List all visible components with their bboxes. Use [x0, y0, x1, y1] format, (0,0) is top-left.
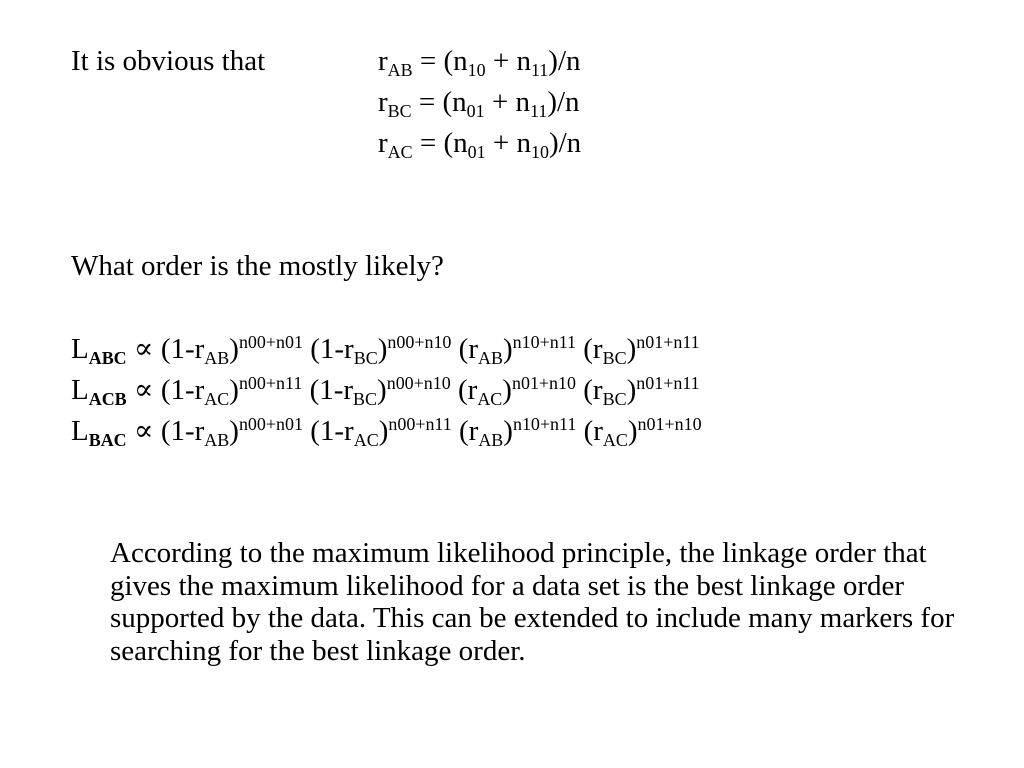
question-heading: What order is the mostly likely?	[71, 250, 444, 282]
likelihood-bac: $L_{BAC} \propto (1-r_{AB})^{n00+n01}$ $(1-r_{AC})^{n00+n11}$ $(r_{AB})^{n10+n11}$ $(r_{AC})^{n01+n10}$	[71, 414, 702, 450]
likelihood-acb: $L_{ACB} \propto (1-r_{AC})^{n00+n11}$ $(1-r_{BC})^{n00+n10}$ $(r_{AC})^{n01+n10}$ $(r_{BC})^{n01+n11}$	[71, 373, 700, 409]
formula-r-ac: $r_{AC} = (n_{01} + n_{10})/n$	[378, 127, 582, 162]
intro-label: It is obvious that	[71, 45, 266, 77]
likelihood-abc: $L_{ABC} \propto (1-r_{AB})^{n00+n01}$ $(1-r_{BC})^{n00+n10}$ $(r_{AB})^{n10+n11}$ $(r_{BC})^{n01+n11}$	[71, 332, 700, 368]
formula-r-ab: $r_{AB} = (n_{10} + n_{11})/n$	[378, 45, 581, 80]
explanation-paragraph: According to the maximum likelihood principle, the linkage order that gives the maximum likelihood for a data set is the best linkage order supported by the data. This can be extended to include many markers for searching for the best linkage order.	[110, 537, 955, 667]
formula-r-bc: $r_{BC} = (n_{01} + n_{11})/n$	[378, 86, 580, 121]
